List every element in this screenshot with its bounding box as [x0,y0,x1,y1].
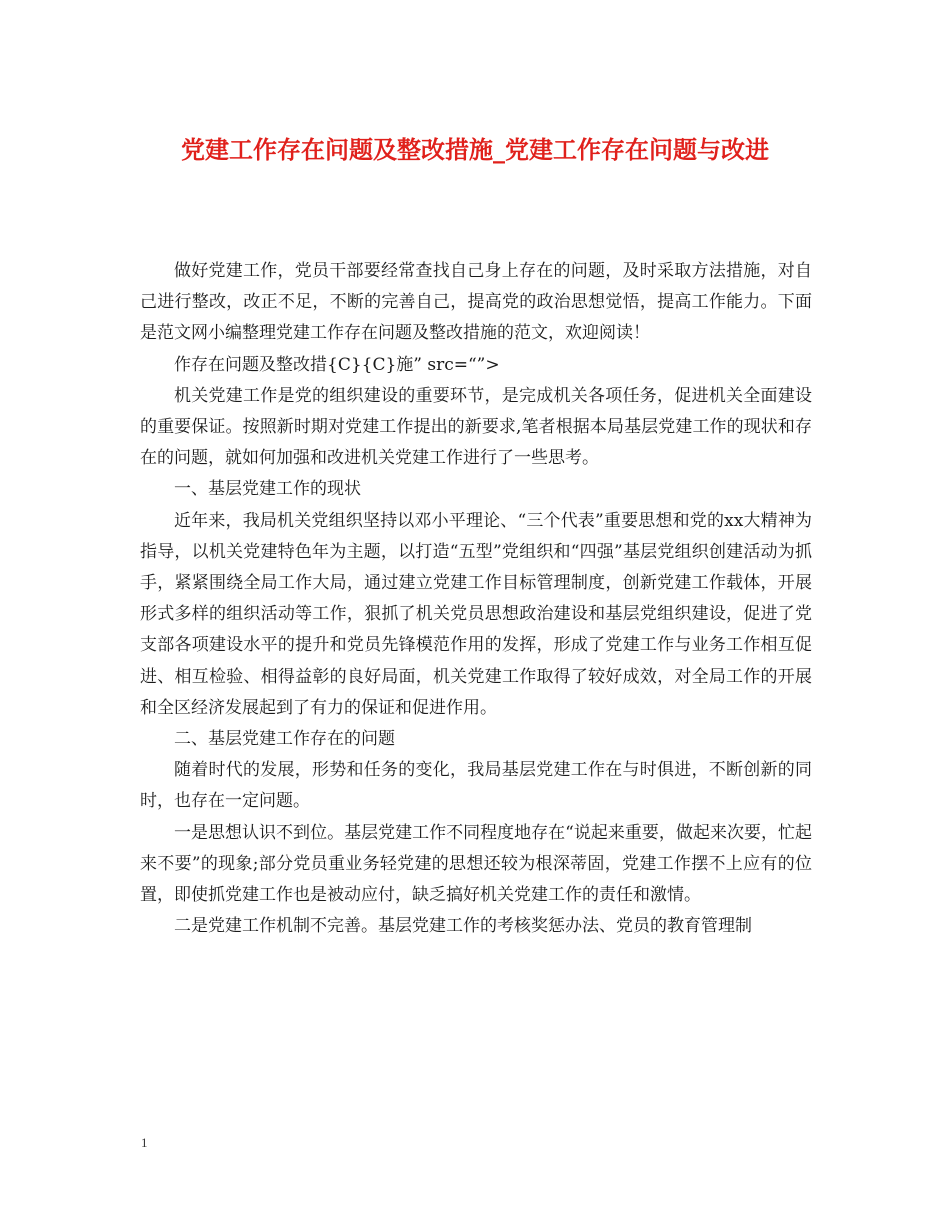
paragraph-intro: 做好党建工作，党员干部要经常查找自己身上存在的问题，及时采取方法措施，对自己进行整改，改正不足，不断的完善自己，提高党的政治思想觉悟，提高工作能力。下面是范文网小编整理党建工作存在问题及整改措施的范文，欢迎阅读！ [140,261,812,344]
paragraph-problems-intro: 随着时代的发展，形势和任务的变化，我局基层党建工作在与时俱进，不断创新的同时，也存在一定问题。 [140,760,812,812]
paragraph-problem-one: 一是思想认识不到位。基层党建工作不同程度地存在“说起来重要，做起来次要，忙起来不要”的现象;部分党员重业务轻党建的思想还较为根深蒂固，党建工作摆不上应有的位置，即使抓党建工作也是被动应付，缺乏搞好机关党建工作的责任和激情。 [140,822,812,906]
paragraph-background: 机关党建工作是党的组织建设的重要环节，是完成机关各项任务，促进机关全面建设的重要保证。按照新时期对党建工作提出的新要求,笔者根据本局基层党建工作的现状和存在的问题，就如何加强和改进机关党建工作进行了一些思考。 [140,385,812,469]
paragraph-status: 近年来，我局机关党组织坚持以邓小平理论、“三个代表”重要思想和党的xx大精神为指导，以机关党建特色年为主题，以打造“五型”党组织和“四强”基层党组织创建活动为抓手，紧紧围绕全局工作大局，通过建立党建工作目标管理制度，创新党建工作载体，开展形式多样的组织活动等工作，狠抓了机关党员思想政治建设和基层党组织建设，促进了党支部各项建设水平的提升和党员先锋模范作用的发挥，形成了党建工作与业务工作相互促进、相互检验、相得益彰的良好局面，机关党建工作取得了较好成效，对全局工作的开展和全区经济发展起到了有力的保证和促进作用。 [140,510,812,718]
paragraph-image-remnant: 作存在问题及整改措{C}{C}施” src=“”> [174,354,500,375]
section-heading-status: 一、基层党建工作的现状 [174,479,361,500]
document-title: 党建工作存在问题及整改措施_党建工作存在问题与改进 [181,135,769,164]
document-body [140,256,812,942]
section-heading-problems: 二、基层党建工作存在的问题 [174,729,395,750]
paragraph-problem-two: 二是党建工作机制不完善。基层党建工作的考核奖惩办法、党员的教育管理制 [174,916,752,937]
page-number: 1 [141,1135,148,1150]
